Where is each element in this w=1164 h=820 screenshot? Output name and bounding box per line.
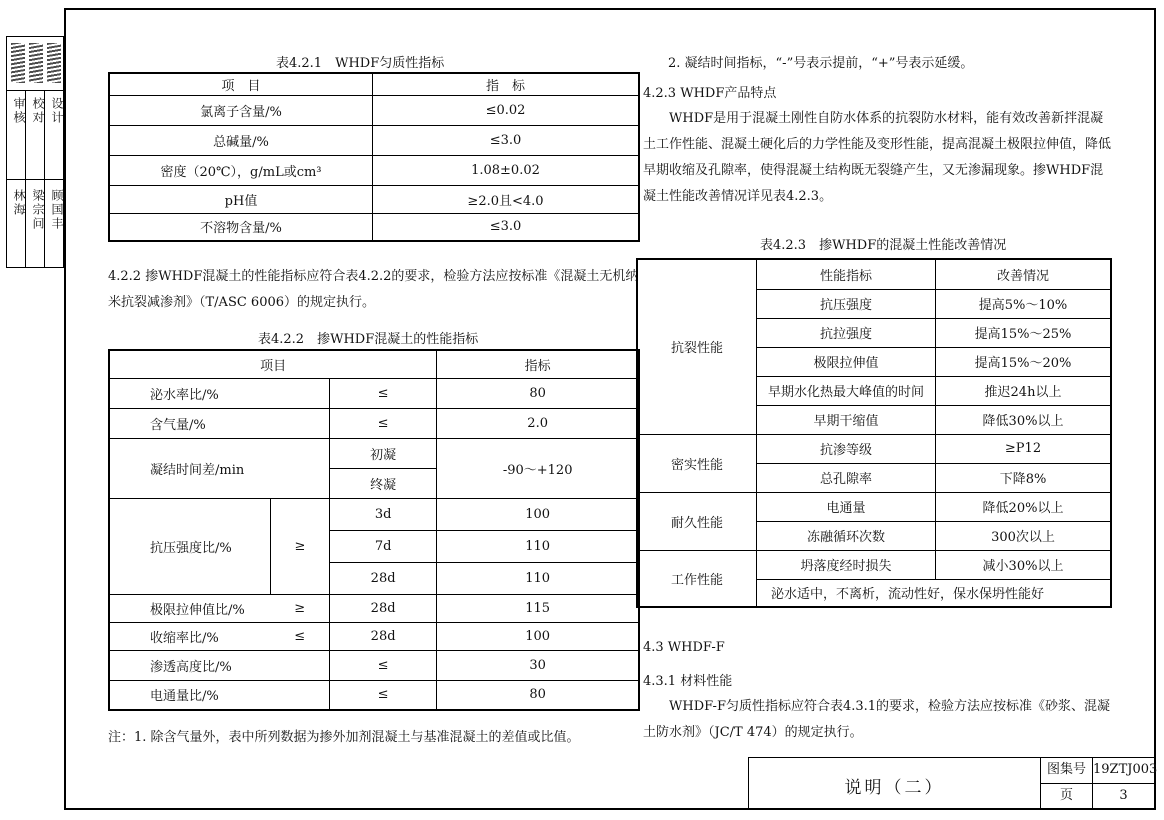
table2-caption: 表4.2.2 掺WHDF混凝土的性能指标 — [258, 332, 479, 347]
air-op: ≤ — [329, 408, 436, 438]
table-row — [109, 622, 639, 650]
penetration-label: 渗透高度比/% — [109, 650, 329, 680]
para-4-3-1: WHDF-F匀质性指标应符合表4.3.1的要求，检验方法应按标准《砂浆、混凝土防水剂》（JC/T 474）的规定执行。 — [643, 699, 1111, 740]
improve-cell: ≥P12 — [936, 434, 1112, 463]
table-row — [637, 434, 1111, 463]
air-value: 2.0 — [437, 408, 639, 438]
table-row — [109, 680, 639, 710]
section-4-3-1-title: 4.3.1 材料性能 — [643, 674, 733, 689]
electric-label: 电通量比/% — [109, 680, 329, 710]
improve-cell: 推迟24h以上 — [936, 376, 1112, 405]
improve-cell: 降低20%以上 — [936, 492, 1112, 521]
improve-cell: 减小30%以上 — [936, 550, 1112, 579]
compressive-age: 3d — [329, 498, 436, 530]
sidebar-name-check: 梁宗问 — [31, 189, 45, 231]
table1-cell: ≥2.0且<4.0 — [373, 185, 640, 213]
table1-cell: pH值 — [109, 185, 373, 213]
atlas-number: 19ZTJ003 — [1092, 757, 1154, 783]
note-1: 注：1. 除含气量外，表中所列数据为掺外加剂混凝土与基准混凝土的差值或比值。 — [108, 730, 580, 745]
tensile-age: 28d — [329, 594, 436, 622]
table1-cell: 氯离子含量/% — [109, 95, 373, 125]
tensile-label: 极限拉伸值比/% — [109, 594, 271, 622]
signature-scribble — [29, 43, 43, 83]
table-row — [109, 438, 639, 468]
improve-cell: 下降8% — [936, 463, 1112, 492]
penetration-value: 30 — [437, 650, 639, 680]
table1-caption: 表4.2.1 WHDF匀质性指标 — [276, 56, 445, 71]
group-name: 抗裂性能 — [637, 259, 757, 434]
sidebar-role-check: 校对 — [31, 97, 45, 125]
bleeding-op: ≤ — [329, 378, 436, 408]
air-label: 含气量/% — [109, 408, 329, 438]
metric-cell: 抗渗等级 — [757, 434, 936, 463]
table3-header-metric: 性能指标 — [757, 259, 936, 289]
page-number: 3 — [1092, 783, 1154, 808]
compressive-value: 100 — [437, 498, 639, 530]
metric-cell: 极限拉伸值 — [757, 347, 936, 376]
table3-caption: 表4.2.3 掺WHDF的混凝土性能改善情况 — [760, 238, 1007, 253]
note-2: 2. 凝结时间指标，“-”号表示提前，“+”号表示延缓。 — [668, 56, 974, 71]
sidebar-name-audit: 林海 — [12, 189, 26, 217]
table1-cell: 总碱量/% — [109, 125, 373, 155]
title-block — [748, 757, 1158, 808]
bleeding-label: 泌水率比/% — [109, 378, 329, 408]
metric-cell: 电通量 — [757, 492, 936, 521]
compressive-op: ≥ — [271, 498, 330, 594]
signature-area — [7, 37, 63, 91]
compressive-age: 7d — [329, 530, 436, 562]
bleeding-value: 80 — [437, 378, 639, 408]
signature-scribble — [11, 43, 25, 83]
metric-cell: 冻融循环次数 — [757, 521, 936, 550]
table1-cell: ≤3.0 — [373, 125, 640, 155]
table-row — [637, 550, 1111, 579]
compressive-label: 抗压强度比/% — [109, 498, 271, 594]
para-4-2-2: 4.2.2 掺WHDF混凝土的性能指标应符合表4.2.2的要求，检验方法应按标准《混凝土无机纳米抗裂减渗剂》（T/ASC 6006）的规定执行。 — [108, 269, 639, 310]
shrinkage-label: 收缩率比/% — [109, 622, 271, 650]
table1-cell: 不溶物含量/% — [109, 213, 373, 241]
improve-cell: 提高15%～20% — [936, 347, 1112, 376]
setting-final: 终凝 — [329, 468, 436, 498]
page-label: 页 — [1040, 783, 1092, 808]
table-row — [109, 650, 639, 680]
group-name: 耐久性能 — [637, 492, 757, 550]
table1-cell: ≤3.0 — [373, 213, 640, 241]
metric-cell: 早期水化热最大峰值的时间 — [757, 376, 936, 405]
table1-cell: ≤0.02 — [373, 95, 640, 125]
table-row — [109, 185, 639, 213]
table-row — [109, 125, 639, 155]
table1-cell: 密度（20℃），g/mL或cm³ — [109, 155, 373, 185]
metric-cell: 总孔隙率 — [757, 463, 936, 492]
compressive-value: 110 — [437, 530, 639, 562]
table-row — [109, 213, 639, 241]
improve-cell: 提高5%～10% — [936, 289, 1112, 318]
table-4-2-2 — [108, 349, 640, 711]
para-4-2-3: WHDF是用于混凝土刚性自防水体系的抗裂防水材料，能有效改善新拌混凝土工作性能、混凝土硬化后的力学性能及变形性能，提高混凝土极限拉伸值，降低早期收缩及孔隙率，使得混凝土结构既无裂缝产生，又无渗漏现象。掺WHDF混凝土性能改善情况详见表4.2.3。 — [643, 111, 1112, 204]
table-row — [109, 594, 639, 622]
table-4-2-1 — [108, 72, 640, 242]
improve-cell: 降低30%以上 — [936, 405, 1112, 434]
table1-header-item: 项 目 — [109, 73, 373, 95]
metric-cell: 早期干缩值 — [757, 405, 936, 434]
sidebar-role-design: 设计 — [50, 97, 64, 125]
electric-op: ≤ — [329, 680, 436, 710]
table1-header-row — [109, 73, 639, 95]
section-4-2-3-title: 4.2.3 WHDF产品特点 — [643, 86, 777, 101]
table-row — [109, 155, 639, 185]
metric-cell: 抗压强度 — [757, 289, 936, 318]
work-note: 泌水适中，不离析，流动性好，保水保坍性能好 — [757, 579, 1112, 607]
group-name: 密实性能 — [637, 434, 757, 492]
sidebar-name-design: 顾国丰 — [50, 189, 64, 231]
compressive-value: 110 — [437, 562, 639, 594]
group-name: 工作性能 — [637, 550, 757, 607]
improve-cell: 300次以上 — [936, 521, 1112, 550]
table-row — [109, 498, 639, 530]
table-4-2-3 — [636, 258, 1112, 608]
metric-cell: 抗拉强度 — [757, 318, 936, 347]
shrinkage-op: ≤ — [271, 622, 330, 650]
signature-sidebar — [6, 36, 64, 268]
table2-header-item: 项目 — [109, 350, 437, 378]
improve-cell: 提高15%～25% — [936, 318, 1112, 347]
signature-scribble — [47, 43, 61, 83]
drawing-title: 说明（二） — [748, 757, 1040, 808]
table3-header-row — [637, 259, 1111, 289]
sidebar-role-audit: 审核 — [12, 97, 26, 125]
signature-grid — [7, 91, 63, 267]
table-row — [109, 408, 639, 438]
atlas-label: 图集号 — [1040, 757, 1092, 783]
tensile-value: 115 — [437, 594, 639, 622]
electric-value: 80 — [437, 680, 639, 710]
table-row — [109, 95, 639, 125]
table-row — [637, 492, 1111, 521]
table2-header-value: 指标 — [437, 350, 639, 378]
setting-initial: 初凝 — [329, 438, 436, 468]
tensile-op: ≥ — [271, 594, 330, 622]
section-4-3-title: 4.3 WHDF-F — [643, 640, 725, 655]
table1-header-value: 指 标 — [373, 73, 640, 95]
shrinkage-value: 100 — [437, 622, 639, 650]
compressive-age: 28d — [329, 562, 436, 594]
shrinkage-age: 28d — [329, 622, 436, 650]
penetration-op: ≤ — [329, 650, 436, 680]
table2-header-row — [109, 350, 639, 378]
setting-value: -90～+120 — [437, 438, 639, 498]
sidebar-divider — [7, 179, 63, 180]
table-row — [109, 378, 639, 408]
setting-label: 凝结时间差/min — [109, 438, 329, 498]
table3-header-improve: 改善情况 — [936, 259, 1112, 289]
table1-cell: 1.08±0.02 — [373, 155, 640, 185]
metric-cell: 坍落度经时损失 — [757, 550, 936, 579]
